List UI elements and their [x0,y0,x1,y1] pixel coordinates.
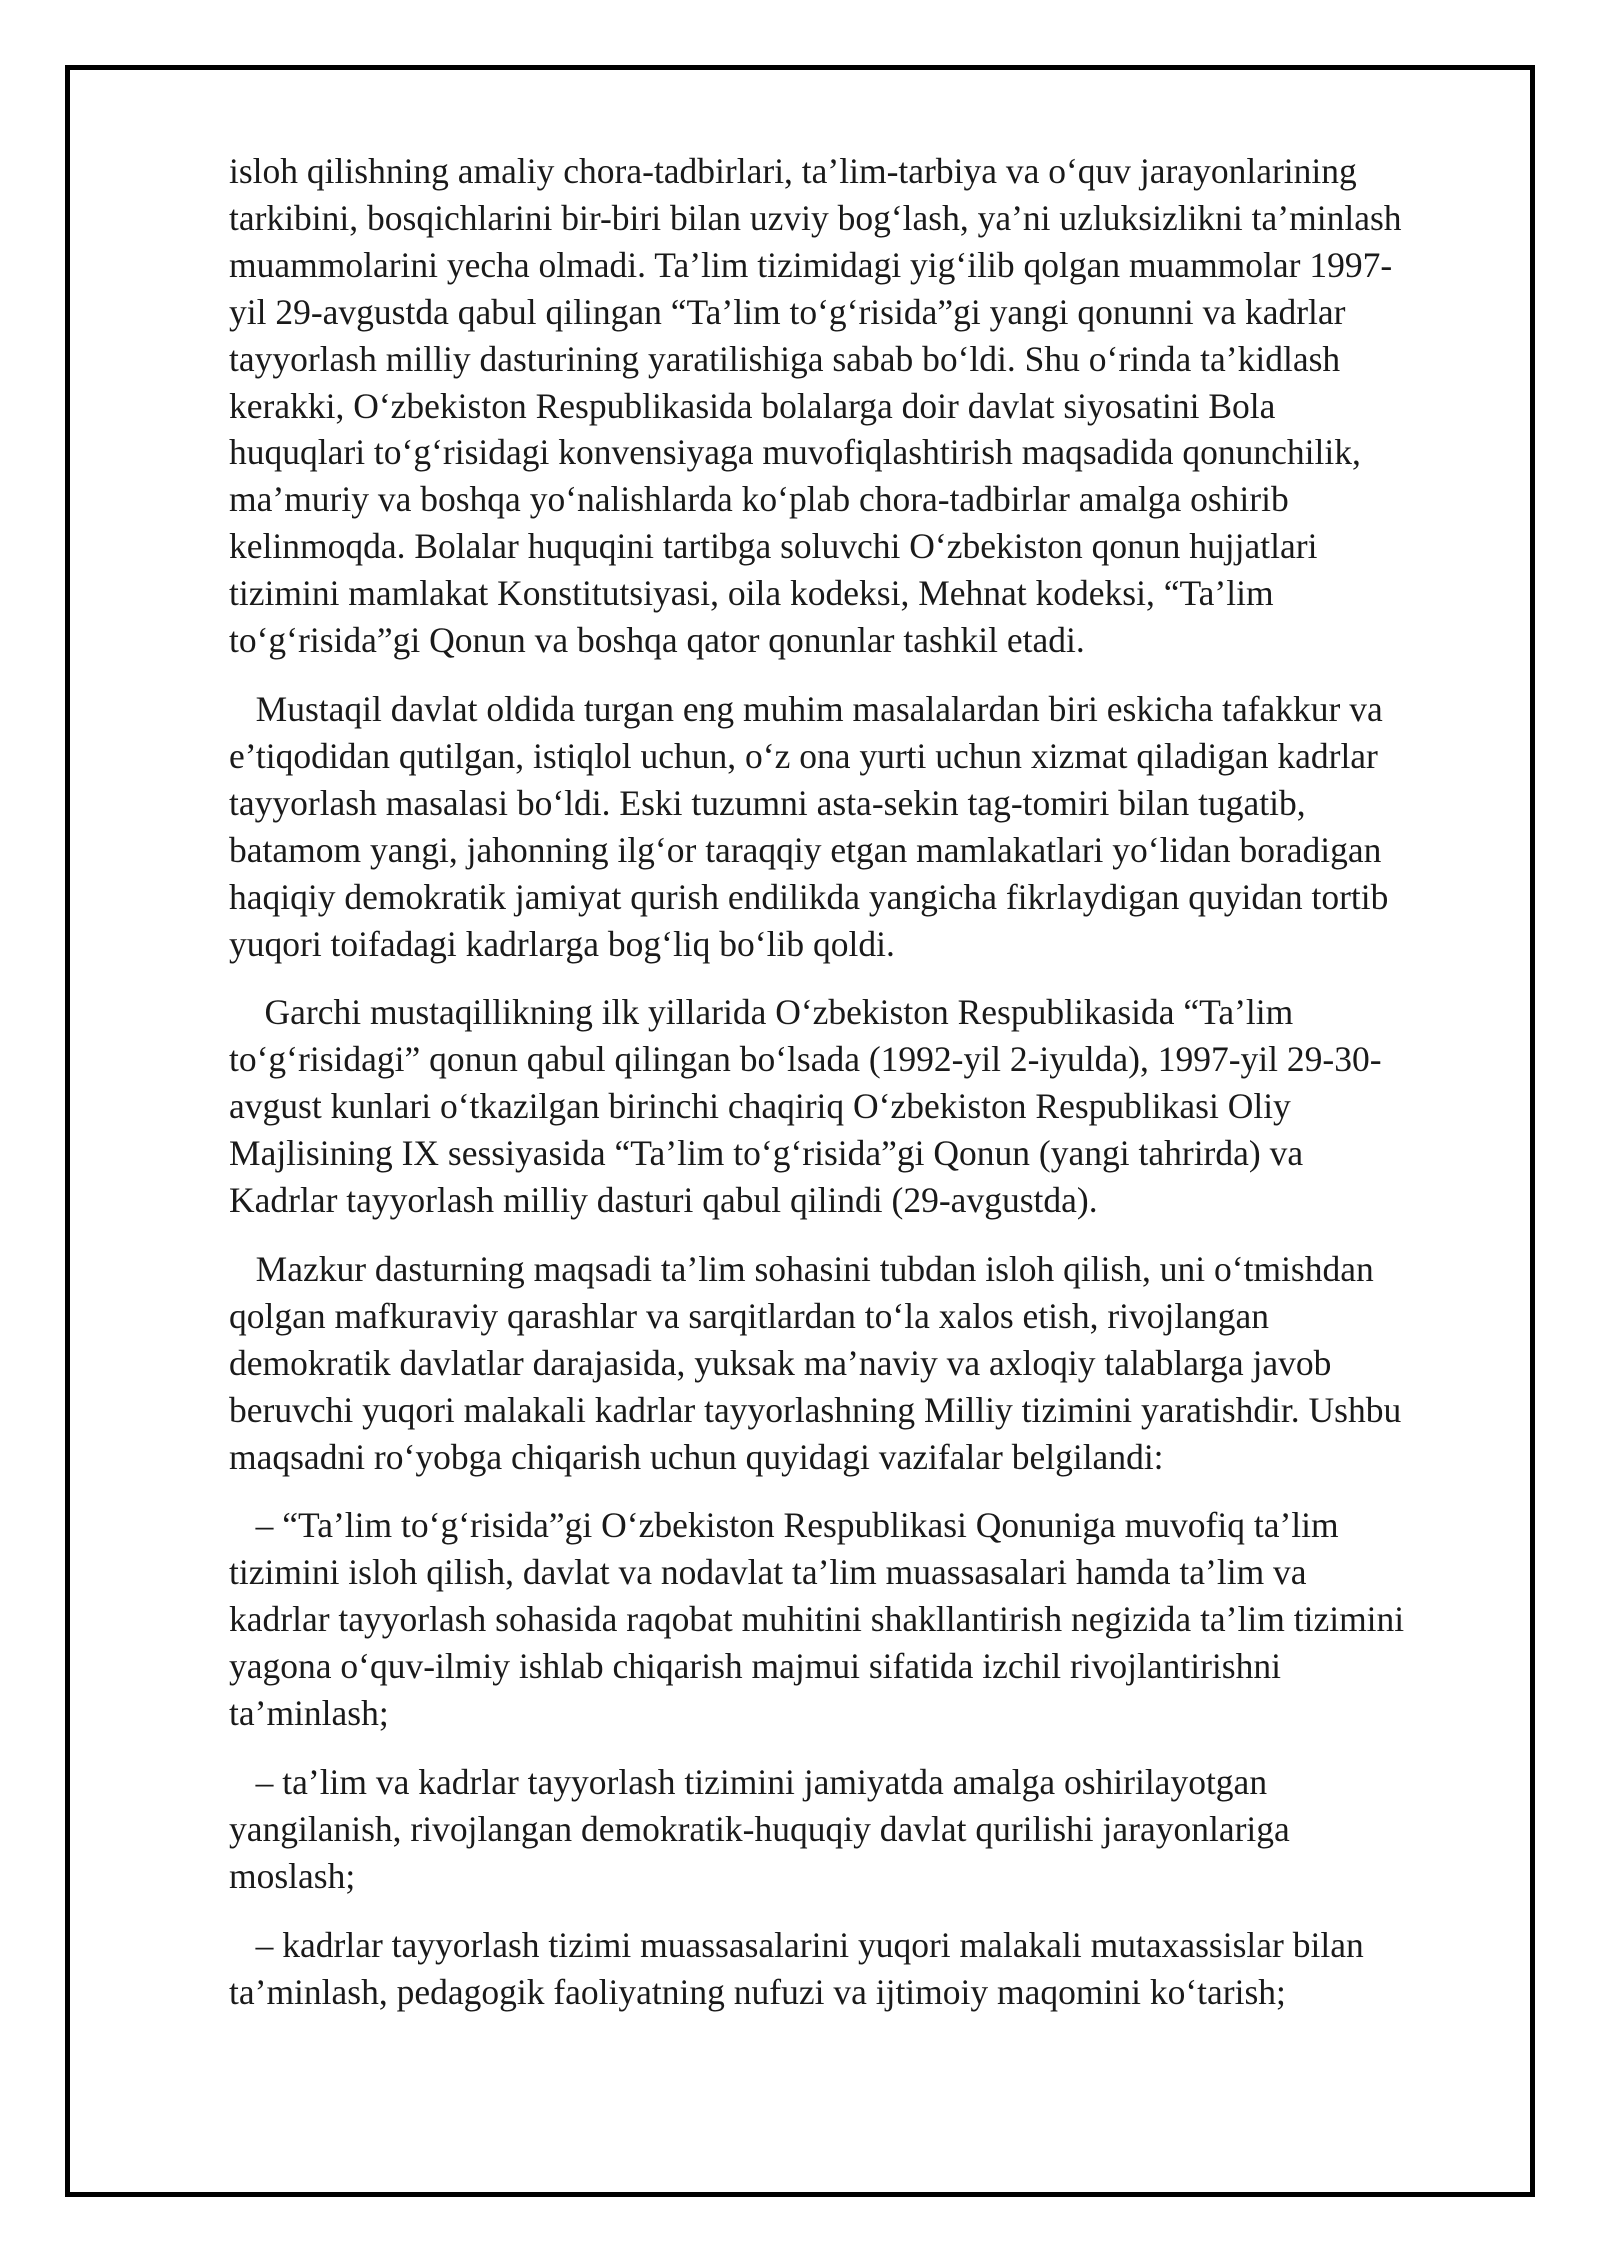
paragraph-5 [229,1502,1494,1737]
paragraph-4 [229,1246,1494,1481]
text-line: qolgan mafkuraviy qarashlar va sarqitlardan to‘la xalos etish, rivojlangan [229,1295,1270,1336]
paragraph-6 [229,1759,1494,1900]
text-line: kelinmoqda. Bolalar huquqini tartibga soluvchi O‘zbekiston qonun hujjatlari [229,526,1318,567]
text-line: to‘g‘risida”gi Qonun va boshqa qator qonunlar tashkil etadi. [229,620,1085,661]
text-line: tarkibini, bosqichlarini bir-biri bilan uzviy bog‘lash, ya’ni uzluksizlikni ta’minlash [229,197,1402,238]
text-line: Mazkur dasturning maqsadi ta’lim sohasini tubdan isloh qilish, uni o‘tmishdan [229,1248,1374,1289]
text-line: – ta’lim va kadrlar tayyorlash tizimini jamiyatda amalga oshirilayotgan [229,1762,1268,1802]
text-line: Mustaqil davlat oldida turgan eng muhim masalalardan biri eskicha tafakkur va [229,688,1383,729]
text-line: haqiqiy demokratik jamiyat qurish endilikda yangicha fikrlaydigan quyidan tortib [229,876,1389,917]
paragraph-2 [229,686,1494,967]
text-line: yangilanish, rivojlangan demokratik-huquqiy davlat qurilishi jarayonlariga [229,1808,1290,1849]
text-line: yagona o‘quv-ilmiy ishlab chiqarish majmui sifatida izchil rivojlantirishni [229,1646,1281,1687]
text-line: yuqori toifadagi kadrlarga bog‘liq bo‘lib qoldi. [229,923,895,964]
text-line: kadrlar tayyorlash sohasida raqobat muhitini shakllantirish negizida ta’lim tizimini [229,1599,1405,1640]
text-line: – “Ta’lim to‘g‘risida”gi O‘zbekiston Respublikasi Qonuniga muvofiq ta’lim [229,1505,1339,1546]
text-line: Garchi mustaqillikning ilk yillarida O‘zbekiston Respublikasida “Ta’lim [229,992,1294,1033]
text-line: isloh qilishning amaliy chora-tadbirlari, ta’lim-tarbiya va o‘quv jarayonlarining [229,151,1357,191]
text-line: huquqlari to‘g‘risidagi konvensiyaga muvofiqlashtirish maqsadida qonunchilik, [229,432,1361,473]
text-line: ta’minlash; [229,1693,389,1734]
text-line: ma’muriy va boshqa yo‘nalishlarda ko‘plab chora-tadbirlar amalga oshirib [229,479,1289,520]
paragraph-7 [229,1922,1494,2016]
text-line: tizimini isloh qilish, davlat va nodavlat ta’lim muassasalari hamda ta’lim va [229,1552,1307,1593]
paragraph-3 [229,989,1494,1224]
document-body [229,148,1494,2038]
text-line: Majlisining IX sessiyasida “Ta’lim to‘g‘risida”gi Qonun (yangi tahrirda) va [229,1133,1304,1174]
text-line: Kadrlar tayyorlash milliy dasturi qabul qilindi (29-avgustda). [229,1180,1098,1221]
text-line: ta’minlash, pedagogik faoliyatning nufuzi va ijtimoiy maqomini ko‘tarish; [229,1971,1286,2012]
text-line: moslash; [229,1855,356,1896]
text-line: demokratik davlatlar darajasida, yuksak ma’naviy va axloqiy talablarga javob [229,1342,1332,1383]
paragraph-1 [229,148,1494,664]
text-line: e’tiqodidan qutilgan, istiqlol uchun, o‘z ona yurti uchun xizmat qiladigan kadrlar [229,735,1378,776]
text-line: tizimini mamlakat Konstitutsiyasi, oila kodeksi, Mehnat kodeksi, “Ta’lim [229,573,1274,614]
text-line: to‘g‘risidagi” qonun qabul qilingan bo‘lsada (1992-yil 2-iyulda), 1997-yil 29-30- [229,1039,1382,1080]
text-line: batamom yangi, jahonning ilg‘or taraqqiy etgan mamlakatlari yo‘lidan boradigan [229,829,1382,870]
text-line: beruvchi yuqori malakali kadrlar tayyorlashning Milliy tizimini yaratishdir. Ushbu [229,1389,1402,1430]
text-line: avgust kunlari o‘tkazilgan birinchi chaqiriq O‘zbekiston Respublikasi Oliy [229,1086,1291,1127]
text-line: tayyorlash milliy dasturining yaratilishiga sabab bo‘ldi. Shu o‘rinda ta’kidlash [229,338,1341,379]
text-line: kerakki, O‘zbekiston Respublikasida bolalarga doir davlat siyosatini Bola [229,385,1276,426]
text-line: maqsadni ro‘yobga chiqarish uchun quyidagi vazifalar belgilandi: [229,1436,1164,1477]
text-line: yil 29-avgustda qabul qilingan “Ta’lim to‘g‘risida”gi yangi qonunni va kadrlar [229,291,1346,332]
text-line: muammolarini yecha olmadi. Ta’lim tizimidagi yig‘ilib qolgan muammolar 1997- [229,244,1393,285]
text-line: tayyorlash masalasi bo‘ldi. Eski tuzumni asta-sekin tag-tomiri bilan tugatib, [229,782,1306,823]
text-line: – kadrlar tayyorlash tizimi muassasalarini yuqori malakali mutaxassislar bilan [229,1924,1364,1965]
